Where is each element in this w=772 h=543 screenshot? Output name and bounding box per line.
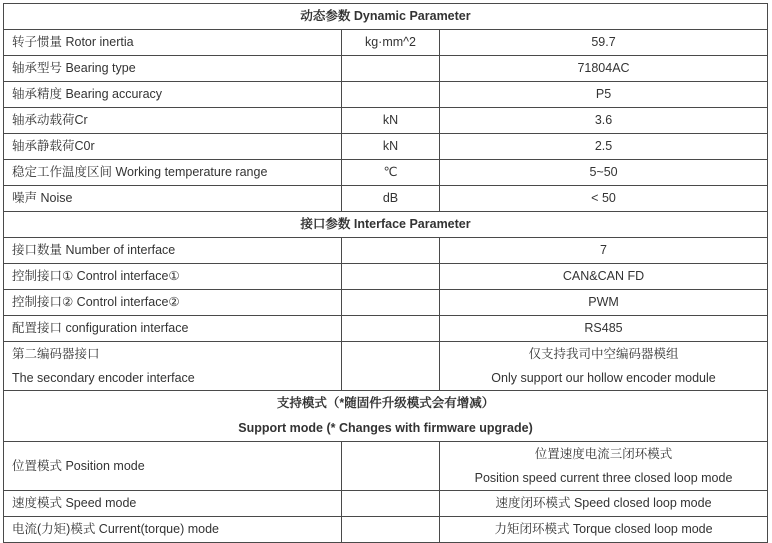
param-value [440,342,768,391]
table-row [4,82,768,108]
param-value: 5~50 [440,160,768,186]
param-name: 轴承精度 Bearing accuracy [4,82,342,108]
param-value: 2.5 [440,134,768,160]
param-unit [342,290,440,316]
param-unit [342,264,440,290]
param-value: CAN&CAN FD [440,264,768,290]
table-row-encoder [4,342,768,391]
mode-value-line: Position speed current three closed loop mode [474,471,733,485]
param-value: < 50 [440,186,768,212]
table-row [4,134,768,160]
param-name: 控制接口② Control interface② [4,290,342,316]
section-title-interface: 接口参数 Interface Parameter [4,212,768,238]
mode-name: 位置模式 Position mode [4,442,342,491]
param-name-line: The secondary encoder interface [12,371,195,385]
spec-table [3,3,768,543]
section-header-row [4,391,768,442]
section-header-row [4,212,768,238]
param-value: PWM [440,290,768,316]
section-header-row [4,4,768,30]
section-title-line: 支持模式（*随固件升级模式会有增减） [276,396,495,410]
table-row [4,264,768,290]
param-name: 轴承型号 Bearing type [4,56,342,82]
mode-value: 力矩闭环模式 Torque closed loop mode [440,517,768,543]
table-row [4,30,768,56]
param-unit [342,56,440,82]
param-value: 3.6 [440,108,768,134]
param-value: 59.7 [440,30,768,56]
mode-unit [342,491,440,517]
param-unit [342,238,440,264]
mode-name: 速度模式 Speed mode [4,491,342,517]
section-title-support [4,391,768,442]
table-row [4,56,768,82]
param-name: 稳定工作温度区间 Working temperature range [4,160,342,186]
param-value-line: 仅支持我司中空编码器模组 [528,347,679,361]
param-value: RS485 [440,316,768,342]
table-row [4,186,768,212]
param-name: 轴承静载荷C0r [4,134,342,160]
param-unit: kN [342,134,440,160]
param-unit: ℃ [342,160,440,186]
param-unit: kN [342,108,440,134]
param-name: 转子惯量 Rotor inertia [4,30,342,56]
param-unit [342,82,440,108]
param-name: 控制接口① Control interface① [4,264,342,290]
table-row [4,108,768,134]
section-title-dynamic: 动态参数 Dynamic Parameter [4,4,768,30]
table-row [4,316,768,342]
param-name: 噪声 Noise [4,186,342,212]
param-value: P5 [440,82,768,108]
table-row [4,160,768,186]
param-name [4,342,342,391]
table-row [4,491,768,517]
param-name: 配置接口 configuration interface [4,316,342,342]
mode-value-line: 位置速度电流三闭环模式 [534,447,673,461]
mode-unit [342,442,440,491]
table-row [4,238,768,264]
param-value: 71804AC [440,56,768,82]
mode-name: 电流(力矩)模式 Current(torque) mode [4,517,342,543]
mode-value: 速度闭环模式 Speed closed loop mode [440,491,768,517]
mode-value [440,442,768,491]
table-row [4,290,768,316]
table-row [4,517,768,543]
table-row [4,442,768,491]
param-name-line: 第二编码器接口 [12,347,100,361]
section-title-line: Support mode (* Changes with firmware upgrade) [238,421,533,435]
param-unit: kg·mm^2 [342,30,440,56]
param-name: 接口数量 Number of interface [4,238,342,264]
param-unit [342,316,440,342]
param-unit: dB [342,186,440,212]
mode-unit [342,517,440,543]
param-value-line: Only support our hollow encoder module [491,371,716,385]
param-value: 7 [440,238,768,264]
param-unit [342,342,440,391]
param-name: 轴承动载荷Cr [4,108,342,134]
